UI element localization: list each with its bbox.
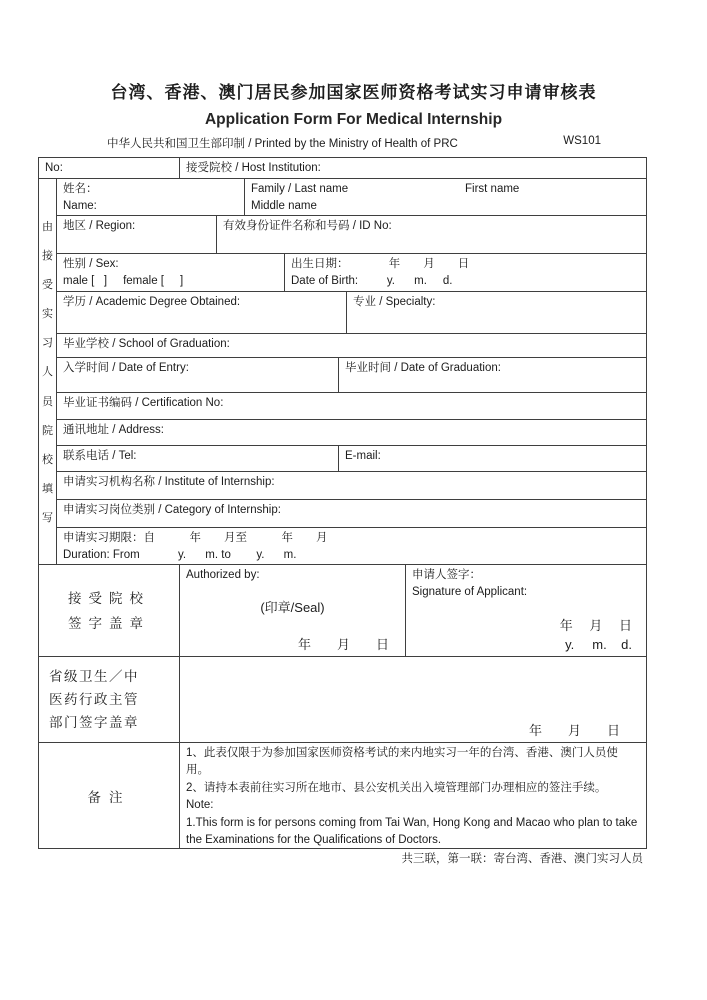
address-field — [57, 420, 646, 445]
certification-field — [57, 393, 646, 419]
birth-field — [284, 254, 646, 291]
name-label-zh: 姓名： — [63, 183, 98, 195]
row-institute — [57, 471, 646, 499]
school-label: 毕业学校 / School of Graduation: — [63, 338, 230, 350]
specialty-label: 专业 / Specialty: — [353, 296, 436, 308]
remarks-note-zh-1: 1、此表仅限于为参加国家医师资格考试的来内地实习一年的台湾、香港、澳门人员使用。 — [186, 747, 618, 777]
entry-date-field — [57, 358, 338, 392]
row-name — [57, 179, 646, 215]
host-institution-field — [179, 158, 646, 178]
region-label: 地区 / Region: — [63, 220, 136, 232]
footer-copy-note: 共三联，第一联：寄台湾、香港、澳门实习人员 — [401, 853, 643, 865]
remarks-label: 备注 — [87, 789, 131, 805]
graduation-date-field — [338, 358, 646, 392]
printed-by-label: 中华人民共和国卫生部印制 / Printed by the Ministry of Health of PRC — [107, 138, 458, 150]
row-entry-graduation — [57, 357, 646, 392]
remarks-note-en-1: 1.This form is for persons coming from Tai Wan, Hong Kong and Macao who plan to take the Examinations for the Qualifications of Doctors. — [186, 816, 638, 847]
row-sex-birth — [57, 253, 646, 291]
row-degree-specialty — [57, 291, 646, 333]
host-signature-line2: 签字盖章 — [68, 615, 150, 631]
remarks-note-zh-2: 2、请持本表前往实习所在地市、县公安机关出入境管理部门办理相应的签注手续。 — [186, 781, 607, 794]
tel-label: 联系电话 / Tel: — [63, 450, 137, 462]
applicant-date-zh: 年 月 日 — [559, 618, 632, 633]
applicant-signature-field — [405, 565, 646, 656]
row-category — [57, 499, 646, 527]
school-field — [57, 334, 646, 357]
host-signature-label — [39, 565, 179, 656]
id-no-field — [216, 216, 646, 253]
seal-label: (印章/Seal) — [260, 599, 325, 615]
row-region — [57, 215, 646, 253]
sex-options: male [ ] female [ ] — [63, 274, 184, 287]
host-institution-label: 接受院校 / Host Institution: — [186, 162, 321, 174]
id-no-label: 有效身份证件名称和号码 / ID No: — [223, 220, 392, 232]
email-label: E-mail: — [345, 450, 381, 462]
duration-field — [57, 528, 646, 564]
applicant-signature-label-zh: 申请人签字： — [412, 569, 481, 581]
middle-name-label: Middle name — [251, 199, 317, 212]
no-label: No: — [45, 162, 63, 174]
row-host-signature — [39, 564, 646, 656]
remarks-note-header: Note: — [186, 799, 214, 812]
degree-field — [57, 292, 346, 333]
certification-label: 毕业证书编码 / Certification No: — [63, 397, 224, 409]
institute-field — [57, 472, 646, 499]
provincial-date: 年 月 日 — [528, 723, 620, 738]
row-certification — [57, 392, 646, 419]
sex-field — [57, 254, 284, 291]
entry-date-label: 入学时间 / Date of Entry: — [63, 362, 189, 374]
category-field — [57, 500, 646, 527]
no-field — [39, 158, 179, 178]
page-title-en: Application Form For Medical Internship — [204, 111, 503, 128]
host-signature-line1: 接受院校 — [68, 590, 150, 606]
provincial-label-line2: 医药行政主管 — [49, 692, 139, 707]
address-label: 通讯地址 / Address: — [63, 424, 164, 436]
side-label-column: 由 接 受 实 习 人 员 院 校 填 写 — [42, 221, 53, 524]
provincial-signature-field — [179, 657, 646, 742]
specialty-field — [346, 292, 646, 333]
printed-by-line — [38, 135, 647, 151]
degree-label: 学历 / Academic Degree Obtained: — [63, 296, 241, 308]
form-table — [38, 157, 647, 849]
provincial-label — [39, 657, 179, 742]
name-field — [57, 179, 244, 215]
applicant-date-en: y. m. d. — [565, 637, 632, 652]
remarks-content — [179, 743, 646, 848]
provincial-label-line3: 部门签字盖章 — [49, 715, 139, 730]
authorized-by-label: Authorized by: — [186, 569, 260, 581]
tel-field — [57, 446, 338, 471]
duration-label-en: Duration: From y. m. to y. m. — [63, 548, 297, 561]
row-remarks — [39, 742, 646, 848]
name-label-en: Name: — [63, 199, 97, 212]
category-label: 申请实习岗位类别 / Category of Internship: — [63, 504, 281, 516]
institute-label: 申请实习机构名称 / Institute of Internship: — [63, 476, 275, 488]
row-address — [57, 419, 646, 445]
page-title-zh: 台湾、香港、澳门居民参加国家医师资格考试实习申请审核表 — [110, 83, 597, 102]
first-name-label: First name — [465, 183, 520, 195]
main-section — [39, 178, 646, 564]
authorized-by-field — [179, 565, 405, 656]
form-code: WS101 — [563, 135, 601, 147]
row-school — [57, 333, 646, 357]
row-provincial — [39, 656, 646, 742]
row-no — [39, 158, 646, 178]
authorized-date: 年 月 日 — [297, 637, 389, 652]
applicant-signature-label-en: Signature of Applicant: — [412, 585, 528, 598]
name-parts-field — [244, 179, 646, 215]
provincial-label-line1: 省级卫生／中 — [49, 669, 139, 684]
row-tel-email — [57, 445, 646, 471]
email-field — [338, 446, 646, 471]
duration-label-zh: 申请实习期限：自 年 月至 年 月 — [63, 532, 328, 544]
region-field — [57, 216, 216, 253]
sex-label: 性别 / Sex: — [63, 258, 119, 270]
birth-label-en: Date of Birth: y. m. d. — [291, 274, 453, 287]
row-duration — [57, 527, 646, 564]
graduation-date-label: 毕业时间 / Date of Graduation: — [345, 362, 501, 374]
family-name-label: Family / Last name — [251, 183, 349, 195]
form-header — [0, 78, 707, 129]
main-fields — [56, 179, 646, 564]
birth-label-zh: 出生日期： 年 月 日 — [291, 258, 470, 270]
